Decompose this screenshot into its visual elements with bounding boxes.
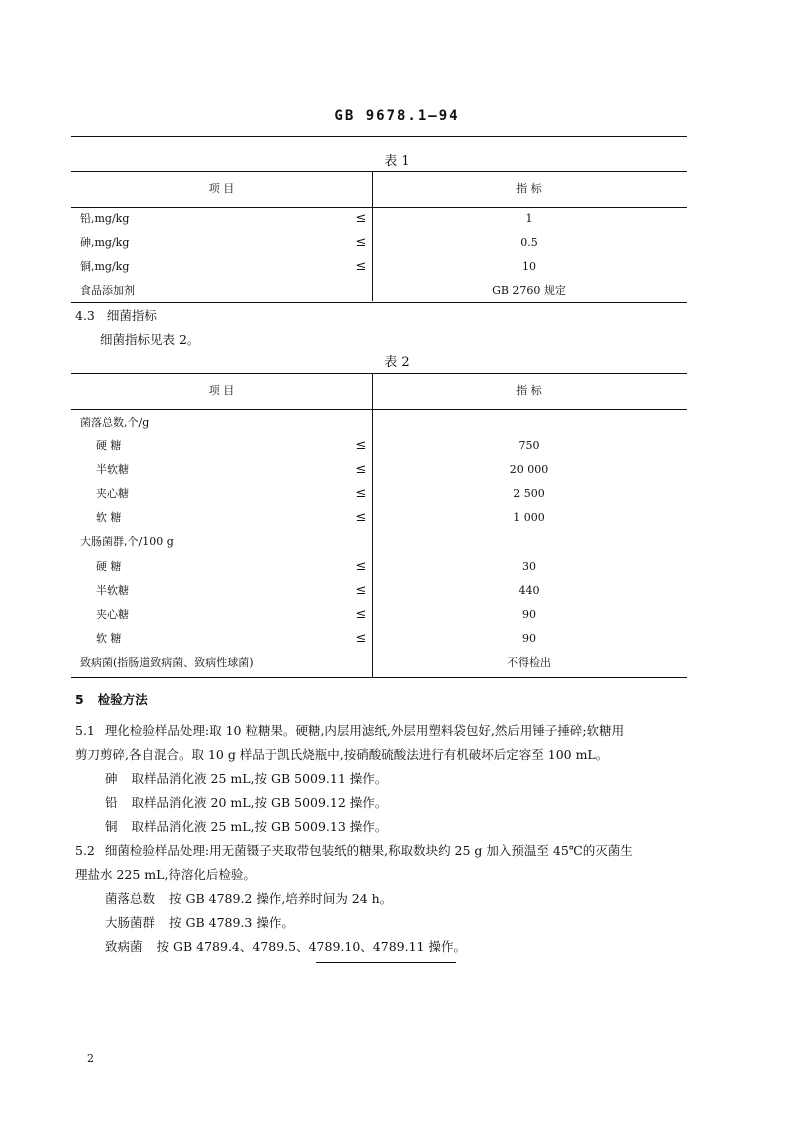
table1-row-value: 1 (525, 212, 533, 225)
table1-row-label: 砷,mg/kg (80, 236, 130, 249)
analysis-item (105, 815, 387, 839)
table1-bottom-rule (71, 302, 687, 303)
end-rule (316, 962, 456, 963)
analysis-item (105, 791, 387, 815)
table2-group-label: 大肠菌群,个/100 g (80, 535, 174, 548)
item-text: 取样品消化液 20 mL,按 GB 5009.12 操作。 (131, 795, 388, 810)
analysis-item (105, 935, 466, 959)
item-text: 取样品消化液 25 mL,按 GB 5009.11 操作。 (131, 771, 388, 786)
table1-row-label: 食品添加剂 (80, 284, 135, 297)
table2-row-value: 不得检出 (507, 656, 551, 669)
analysis-item (105, 887, 392, 911)
item-name: 砷 (105, 771, 118, 786)
leq-sign: ≤ (355, 259, 367, 274)
table1-row-label: 铅,mg/kg (80, 212, 130, 225)
table2-row-label: 致病菌(指肠道致病菌、致病性球菌) (80, 656, 254, 669)
header-rule (71, 136, 687, 137)
table1-row-value: GB 2760 规定 (492, 284, 566, 297)
item-text: 按 GB 4789.2 操作,培养时间为 24 h。 (169, 891, 393, 906)
section-number: 5.1 (75, 723, 95, 738)
table1-row-label: 铜,mg/kg (80, 260, 130, 273)
item-text: 按 GB 4789.4、4789.5、4789.10、4789.11 操作。 (156, 939, 466, 954)
section-4-3-heading (75, 304, 157, 328)
page-number: 2 (87, 1052, 94, 1065)
item-name: 铅 (105, 795, 118, 810)
section-number: 5 (75, 692, 84, 707)
section-title: 细菌指标 (106, 308, 157, 323)
section-5-2-line2: 理盐水 225 mL,待溶化后检验。 (75, 867, 256, 882)
table2-row-value: 440 (518, 584, 540, 597)
table1-header-item: 项 目 (208, 182, 235, 195)
table2-row-value: 2 500 (513, 487, 545, 500)
leq-sign: ≤ (355, 462, 367, 477)
table2-row-label: 夹心糖 (96, 608, 129, 621)
table2-group-label: 菌落总数,个/g (80, 416, 150, 429)
table2-top-rule (71, 373, 687, 374)
leq-sign: ≤ (355, 211, 367, 226)
leq-sign: ≤ (355, 631, 367, 646)
item-text: 按 GB 4789.3 操作。 (169, 915, 294, 930)
table2-row-value: 750 (518, 439, 540, 452)
table2-row-label: 硬 糖 (96, 560, 122, 573)
table2-header-rule (71, 409, 687, 410)
table1-row-value: 0.5 (520, 236, 538, 249)
table2-row-label: 半软糖 (96, 584, 129, 597)
table1-caption: 表 1 (384, 154, 410, 169)
table2-row-label: 硬 糖 (96, 439, 122, 452)
leq-sign: ≤ (355, 510, 367, 525)
document-header: GB 9678.1—94 (334, 108, 460, 124)
leq-sign: ≤ (355, 559, 367, 574)
leq-sign: ≤ (355, 235, 367, 250)
analysis-item (105, 911, 294, 935)
table2-row-label: 软 糖 (96, 511, 122, 524)
table1-header-value: 指 标 (516, 182, 542, 195)
paragraph-text: 细菌检验样品处理:用无菌镊子夹取带包装纸的糖果,称取数块约 25 g 加入预温至 45℃的灭菌生 (104, 843, 633, 858)
table2-header-item: 项 目 (208, 384, 235, 397)
section-5-1-line2: 剪刀剪碎,各自混合。取 10 g 样品于凯氏烧瓶中,按硝酸硫酸法进行有机破坏后定容至 100 mL。 (75, 747, 609, 762)
table2-row-label: 半软糖 (96, 463, 129, 476)
table2-row-value: 20 000 (509, 463, 549, 476)
table2-row-label: 夹心糖 (96, 487, 129, 500)
section-5-1-line1 (75, 719, 715, 743)
table2-row-label: 软 糖 (96, 632, 122, 645)
item-name: 致病菌 (105, 939, 143, 954)
leq-sign: ≤ (355, 583, 367, 598)
section-number: 5.2 (75, 843, 95, 858)
leq-sign: ≤ (355, 607, 367, 622)
section-title: 检验方法 (97, 692, 148, 707)
table2-caption: 表 2 (384, 355, 410, 370)
table2-header-value: 指 标 (516, 384, 542, 397)
table2-row-value: 30 (522, 560, 536, 573)
analysis-item (105, 767, 387, 791)
leq-sign: ≤ (355, 438, 367, 453)
item-text: 取样品消化液 25 mL,按 GB 5009.13 操作。 (131, 819, 388, 834)
table2-row-value: 1 000 (513, 511, 545, 524)
leq-sign: ≤ (355, 486, 367, 501)
item-name: 铜 (105, 819, 118, 834)
item-name: 大肠菌群 (105, 915, 156, 930)
section-5-2-line1 (75, 839, 633, 863)
paragraph-text: 理化检验样品处理:取 10 粒糖果。硬糖,内层用滤纸,外层用塑料袋包好,然后用锤子捶碎;软糖用 (104, 723, 625, 738)
item-name: 菌落总数 (105, 891, 156, 906)
table2-bottom-rule (71, 677, 687, 678)
section-5-heading (75, 688, 148, 712)
table1-row-value: 10 (522, 260, 536, 273)
table1-top-rule (71, 171, 687, 172)
section-4-3-text: 细菌指标见表 2。 (100, 332, 200, 347)
section-number: 4.3 (75, 308, 95, 323)
table2-row-value: 90 (522, 632, 536, 645)
table2-row-value: 90 (522, 608, 536, 621)
